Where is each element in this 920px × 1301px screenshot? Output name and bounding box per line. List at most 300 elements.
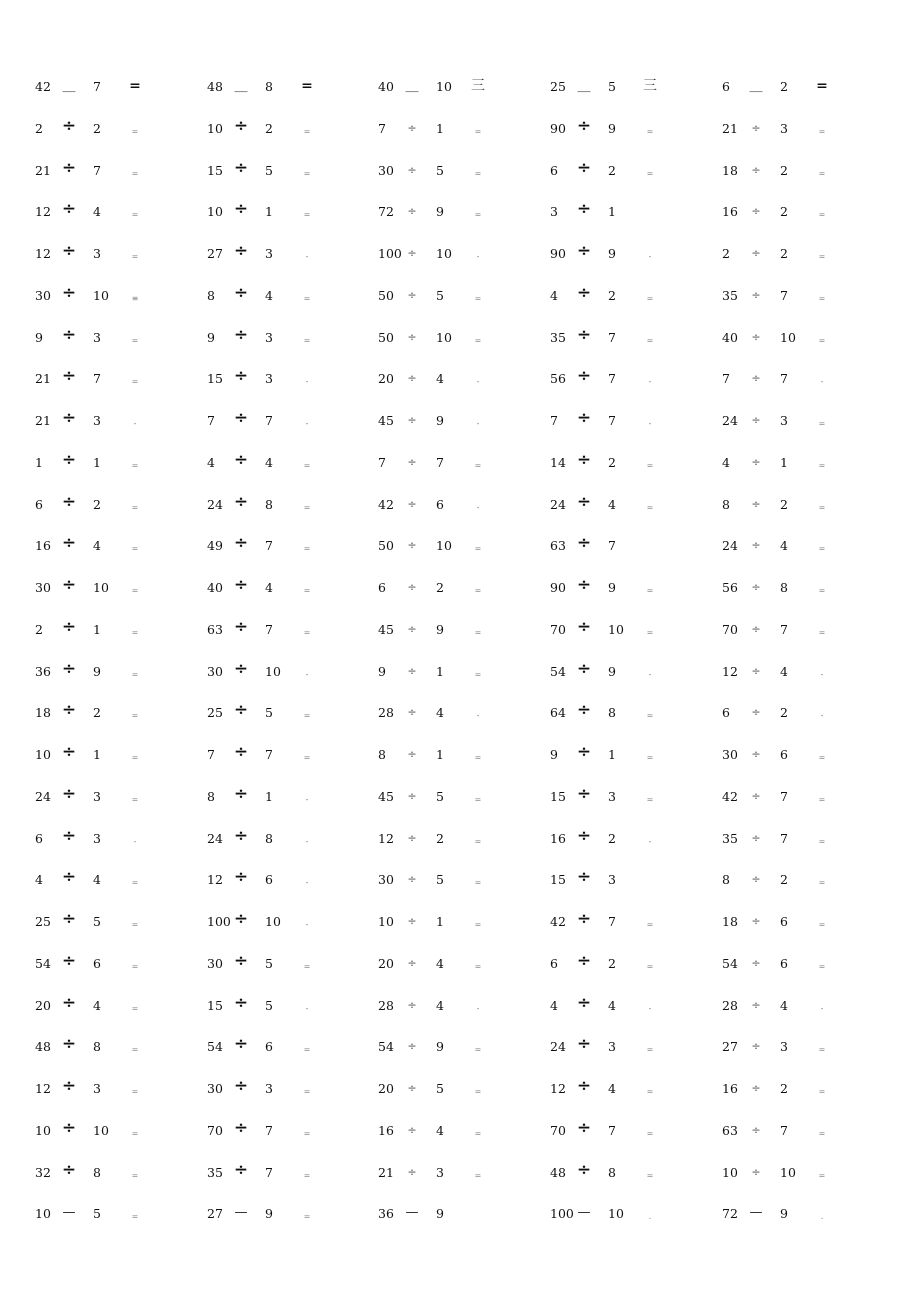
dividend: 30	[35, 580, 51, 595]
equals-sign: -	[476, 1003, 480, 1013]
problem-row	[35, 776, 205, 818]
operator-symbol: ÷	[751, 915, 761, 928]
dividend: 4	[550, 997, 558, 1013]
divisor: 9	[436, 413, 444, 428]
divisor: 4	[265, 580, 273, 595]
equals-sign: =	[818, 544, 826, 554]
operator-symbol: ÷	[751, 581, 761, 594]
divisor: 10	[608, 1206, 624, 1222]
operator-symbol: ÷	[751, 956, 761, 970]
equals-sign: =	[474, 836, 482, 846]
problem-row	[35, 1068, 205, 1110]
divisor: 7	[608, 371, 616, 387]
problem-row	[207, 317, 377, 359]
dividend: 15	[550, 788, 566, 804]
dividend: 16	[378, 1122, 394, 1138]
equals-sign: =	[818, 586, 826, 595]
divisor: 9	[436, 1206, 444, 1222]
operator-symbol: ÷	[61, 115, 77, 136]
problem-row	[550, 484, 720, 526]
problem-row	[722, 1026, 892, 1068]
equals-sign: -	[305, 669, 309, 679]
problem-row	[550, 275, 720, 317]
equals-sign: =	[303, 293, 311, 303]
divisor: 9	[436, 204, 444, 220]
divisor: 1	[436, 747, 444, 762]
divisor: 2	[608, 454, 616, 470]
operator-symbol: ÷	[751, 497, 761, 511]
dividend: 28	[378, 705, 394, 721]
divisor: 3	[608, 1039, 616, 1055]
operator-symbol: ÷	[407, 455, 417, 469]
dividend: 7	[378, 454, 386, 470]
problem-row	[722, 66, 892, 108]
equals-sign: -	[305, 1003, 309, 1013]
dividend: 12	[35, 246, 51, 261]
operator-symbol: ÷	[751, 1165, 761, 1179]
dividend: 24	[722, 413, 738, 428]
dividend: 2	[35, 621, 43, 637]
divisor: 10	[265, 914, 281, 929]
divisor: 3	[265, 246, 273, 261]
dividend: 54	[550, 663, 566, 679]
divisor: 4	[608, 496, 616, 512]
problem-row	[378, 567, 548, 609]
problem-column	[550, 66, 720, 1235]
dividend: 8	[722, 496, 730, 512]
dividend: 21	[378, 1164, 394, 1180]
divisor: 2	[780, 872, 788, 888]
dividend: 12	[550, 1081, 566, 1096]
equals-sign: =	[818, 836, 826, 846]
problem-row	[550, 818, 720, 860]
divisor: 4	[436, 705, 444, 721]
equals-sign: =	[818, 460, 826, 470]
operator-symbol: ÷	[751, 163, 761, 177]
problem-row	[722, 1110, 892, 1152]
operator-symbol: ÷	[233, 408, 249, 428]
equals-sign: =	[131, 335, 139, 345]
dividend: 42	[378, 496, 394, 512]
operator-symbol: ÷	[576, 867, 592, 888]
operator-symbol: ÷	[61, 742, 77, 762]
dividend: 6	[378, 580, 386, 595]
operator-symbol: ÷	[407, 748, 417, 761]
problem-row	[722, 1152, 892, 1194]
divisor: 10	[436, 246, 452, 261]
problem-row	[550, 651, 720, 693]
equals-sign: =	[131, 920, 139, 929]
divisor: 7	[265, 538, 273, 554]
divisor: 7	[93, 79, 101, 94]
dividend: 6	[550, 162, 558, 178]
equals-sign: =	[646, 753, 654, 762]
equals-sign: -	[133, 836, 137, 846]
dividend: 45	[378, 413, 394, 428]
dividend: 30	[378, 162, 394, 178]
dividend: 15	[207, 997, 223, 1013]
problem-row	[550, 150, 720, 192]
equals-sign: =	[131, 627, 139, 637]
dividend: 30	[378, 872, 394, 888]
problem-row	[378, 233, 548, 275]
problem-row	[722, 150, 892, 192]
problem-row	[378, 275, 548, 317]
divisor: 7	[780, 371, 788, 387]
dividend: 25	[550, 79, 566, 94]
equals-sign: =	[646, 335, 654, 345]
equals-sign: =	[474, 961, 482, 971]
operator-symbol: ÷	[233, 700, 249, 721]
problem-row	[207, 1152, 377, 1194]
divisor: 10	[93, 580, 109, 595]
equals-sign: -	[476, 377, 480, 387]
problem-row	[722, 985, 892, 1027]
operator-symbol: ÷	[61, 324, 77, 345]
divisor: 6	[780, 955, 788, 971]
operator-symbol: ÷	[233, 867, 249, 888]
operator-symbol: ÷	[576, 199, 592, 220]
dividend: 28	[722, 997, 738, 1013]
dividend: 7	[722, 371, 730, 387]
dividend: 3	[550, 204, 558, 220]
divisor: 7	[608, 914, 616, 929]
dividend: 8	[207, 788, 215, 804]
equals-sign: =	[303, 627, 311, 637]
dividend: 35	[550, 329, 566, 345]
operator-symbol: ÷	[751, 455, 761, 469]
dividend: 16	[35, 538, 51, 554]
divisor: 1	[436, 663, 444, 679]
problem-row	[207, 66, 377, 108]
dividend: 15	[550, 872, 566, 888]
operator-symbol: __	[62, 78, 76, 93]
problem-row	[35, 1152, 205, 1194]
equals-sign: -	[133, 419, 137, 428]
dividend: 42	[722, 788, 738, 804]
operator-symbol: ÷	[576, 115, 592, 136]
equals-sign: =	[646, 1087, 654, 1096]
dividend: 16	[722, 204, 738, 220]
operator-symbol: ÷	[407, 873, 417, 887]
problem-row	[378, 609, 548, 651]
problem-row	[207, 818, 377, 860]
equals-sign: =	[303, 168, 311, 178]
dividend: 30	[207, 955, 223, 971]
problem-row	[378, 734, 548, 776]
problem-row	[35, 358, 205, 400]
dividend: 30	[207, 663, 223, 679]
equals-sign: =	[818, 1087, 826, 1096]
operator-symbol: —	[577, 1205, 591, 1221]
problem-row	[35, 567, 205, 609]
problem-row	[722, 400, 892, 442]
operator-symbol: ÷	[407, 956, 417, 970]
divisor: 3	[93, 413, 101, 428]
problem-row	[35, 943, 205, 985]
problem-row	[550, 1152, 720, 1194]
divisor: 5	[436, 788, 444, 804]
divisor: 6	[93, 955, 101, 971]
equals-sign: =	[474, 168, 482, 178]
divisor: 7	[608, 413, 616, 428]
operator-symbol: ÷	[407, 581, 417, 594]
dividend: 30	[35, 287, 51, 303]
operator-symbol: ÷	[233, 1076, 249, 1096]
operator-symbol: ÷	[751, 247, 761, 260]
operator-symbol: ÷	[576, 241, 592, 261]
operator-symbol: ÷	[751, 831, 761, 845]
problem-row	[722, 233, 892, 275]
divisor: 7	[608, 329, 616, 345]
dividend: 12	[35, 1081, 51, 1096]
operator-symbol: ÷	[233, 241, 249, 261]
equals-sign: =	[646, 1128, 654, 1138]
divisor: 4	[93, 538, 101, 554]
dividend: 8	[722, 872, 730, 888]
equals-sign: =	[646, 168, 654, 178]
equals-sign: =	[303, 1128, 311, 1138]
divisor: 6	[780, 914, 788, 929]
operator-symbol: ÷	[61, 1159, 77, 1180]
problem-row	[207, 150, 377, 192]
problem-row	[550, 776, 720, 818]
equals-sign: =	[303, 586, 311, 595]
dividend: 24	[722, 538, 738, 554]
dividend: 49	[207, 538, 223, 554]
divisor: 5	[436, 287, 444, 303]
problem-row	[722, 901, 892, 943]
dividend: 6	[35, 496, 43, 512]
divisor: 3	[265, 1081, 273, 1096]
equals-sign: =	[303, 335, 311, 345]
equals-sign: -	[820, 1003, 824, 1013]
operator-symbol: __	[405, 78, 419, 93]
problem-row	[207, 358, 377, 400]
equals-sign: =	[474, 627, 482, 637]
problem-row	[35, 317, 205, 359]
equals-sign: =	[474, 1128, 482, 1138]
operator-symbol: ÷	[233, 575, 249, 595]
divisor: 2	[608, 830, 616, 846]
problem-row	[207, 985, 377, 1027]
operator-symbol: ÷	[233, 992, 249, 1013]
equals-sign: =	[646, 711, 654, 721]
problem-row	[207, 692, 377, 734]
divisor: 7	[780, 1122, 788, 1138]
problem-row	[35, 734, 205, 776]
divisor: 1	[93, 454, 101, 470]
problem-row	[207, 1026, 377, 1068]
divisor: 10	[436, 329, 452, 345]
problem-row	[207, 567, 377, 609]
operator-symbol: ÷	[751, 622, 761, 636]
equals-sign: =	[818, 502, 826, 512]
divisor: 3	[780, 413, 788, 428]
operator-symbol: ÷	[576, 282, 592, 303]
operator-symbol: ÷	[576, 408, 592, 428]
equals-sign: =	[818, 878, 826, 888]
divisor: 1	[93, 621, 101, 637]
divisor: 9	[608, 580, 616, 595]
divisor: 8	[265, 830, 273, 846]
operator-symbol: ÷	[751, 1040, 761, 1054]
problem-row	[378, 776, 548, 818]
operator-symbol: ÷	[576, 449, 592, 470]
operator-symbol: ÷	[576, 1034, 592, 1055]
problem-row	[207, 943, 377, 985]
problem-row	[722, 108, 892, 150]
operator-symbol: ÷	[233, 157, 249, 178]
equals-sign: -	[648, 1003, 652, 1013]
problem-row	[722, 567, 892, 609]
equals-sign: =	[646, 1170, 654, 1180]
equals-sign: =	[646, 920, 654, 929]
divisor: 3	[93, 830, 101, 846]
divisor: 4	[436, 1122, 444, 1138]
equals-sign: =	[303, 961, 311, 971]
problem-row	[35, 1193, 205, 1235]
equals-sign: ≡	[131, 293, 139, 303]
equals-sign: =	[303, 210, 311, 220]
problem-row	[722, 818, 892, 860]
operator-symbol: ÷	[751, 1082, 761, 1095]
divisor: 7	[608, 1122, 616, 1138]
operator-symbol: ÷	[61, 408, 77, 428]
operator-symbol: ÷	[61, 616, 77, 637]
problem-row	[35, 108, 205, 150]
operator-symbol: ÷	[576, 533, 592, 554]
operator-symbol: ÷	[233, 658, 249, 679]
divisor: 9	[436, 621, 444, 637]
equals-sign: =	[646, 502, 654, 512]
equals-sign: =	[303, 1212, 311, 1222]
operator-symbol: ÷	[576, 324, 592, 345]
problem-row	[35, 233, 205, 275]
operator-symbol: __	[234, 78, 248, 93]
operator-symbol: ÷	[61, 1117, 77, 1138]
operator-symbol: —	[62, 1205, 76, 1221]
divisor: 3	[93, 329, 101, 345]
problem-row	[207, 651, 377, 693]
dividend: 64	[550, 705, 566, 721]
divisor: 2	[436, 830, 444, 846]
equals-sign: =	[131, 586, 139, 595]
operator-symbol: ÷	[61, 992, 77, 1013]
divisor: 6	[780, 747, 788, 762]
dividend: 20	[378, 371, 394, 387]
dividend: 20	[378, 1081, 394, 1096]
divisor: 7	[265, 621, 273, 637]
divisor: 7	[780, 621, 788, 637]
operator-symbol: ÷	[576, 825, 592, 846]
operator-symbol: ÷	[576, 575, 592, 595]
operator-symbol: ÷	[576, 658, 592, 679]
divisor: 2	[780, 705, 788, 721]
divisor: 2	[608, 955, 616, 971]
operator-symbol: ÷	[751, 288, 761, 302]
equals-sign: =	[474, 920, 482, 929]
operator-symbol: ÷	[751, 1123, 761, 1137]
problem-row	[35, 275, 205, 317]
dividend: 100	[378, 246, 402, 261]
dividend: 6	[722, 705, 730, 721]
dividend: 9	[378, 663, 386, 679]
operator-symbol: ÷	[61, 491, 77, 512]
dividend: 28	[378, 997, 394, 1013]
dividend: 24	[207, 496, 223, 512]
operator-symbol: ÷	[576, 742, 592, 762]
problem-row	[550, 233, 720, 275]
dividend: 48	[550, 1164, 566, 1180]
equals-sign: -	[476, 711, 480, 721]
operator-symbol: ÷	[61, 449, 77, 470]
problem-row	[378, 901, 548, 943]
problem-row	[35, 692, 205, 734]
dividend: 21	[722, 120, 738, 136]
problem-row	[207, 1110, 377, 1152]
dividend: 10	[35, 1206, 51, 1222]
problem-row	[550, 943, 720, 985]
divisor: 2	[780, 79, 788, 94]
operator-symbol: ÷	[233, 115, 249, 136]
equals-sign: =	[646, 126, 654, 136]
divisor: 2	[780, 204, 788, 220]
problem-row	[550, 609, 720, 651]
dividend: 1	[35, 454, 43, 470]
dividend: 100	[207, 914, 231, 929]
divisor: 8	[93, 1039, 101, 1055]
equals-sign: =	[301, 78, 313, 94]
divisor: 9	[780, 1206, 788, 1222]
divisor: 4	[436, 997, 444, 1013]
problem-row	[35, 1026, 205, 1068]
divisor: 3	[780, 120, 788, 136]
equals-sign: =	[131, 1045, 139, 1055]
equals-sign: 三	[643, 78, 657, 94]
divisor: 5	[436, 1081, 444, 1096]
divisor: 1	[436, 120, 444, 136]
divisor: 7	[780, 788, 788, 804]
dividend: 63	[207, 621, 223, 637]
problem-row	[35, 150, 205, 192]
dividend: 90	[550, 120, 566, 136]
problem-row	[378, 150, 548, 192]
divisor: 3	[436, 1164, 444, 1180]
operator-symbol: ÷	[751, 706, 761, 720]
operator-symbol: ÷	[576, 700, 592, 721]
equals-sign: -	[648, 252, 652, 261]
divisor: 5	[265, 955, 273, 971]
problem-row	[35, 985, 205, 1027]
divisor: 3	[608, 788, 616, 804]
operator-symbol: —	[405, 1205, 419, 1221]
problem-row	[207, 776, 377, 818]
divisor: 7	[265, 413, 273, 428]
operator-symbol: ÷	[407, 915, 417, 928]
divisor: 6	[265, 1039, 273, 1055]
divisor: 7	[265, 1164, 273, 1180]
equals-sign: =	[818, 794, 826, 804]
divisor: 4	[93, 872, 101, 888]
problem-row	[550, 442, 720, 484]
divisor: 2	[780, 496, 788, 512]
problem-row	[207, 233, 377, 275]
operator-symbol: ÷	[233, 282, 249, 303]
divisor: 2	[608, 287, 616, 303]
equals-sign: =	[131, 210, 139, 220]
divisor: 4	[265, 287, 273, 303]
